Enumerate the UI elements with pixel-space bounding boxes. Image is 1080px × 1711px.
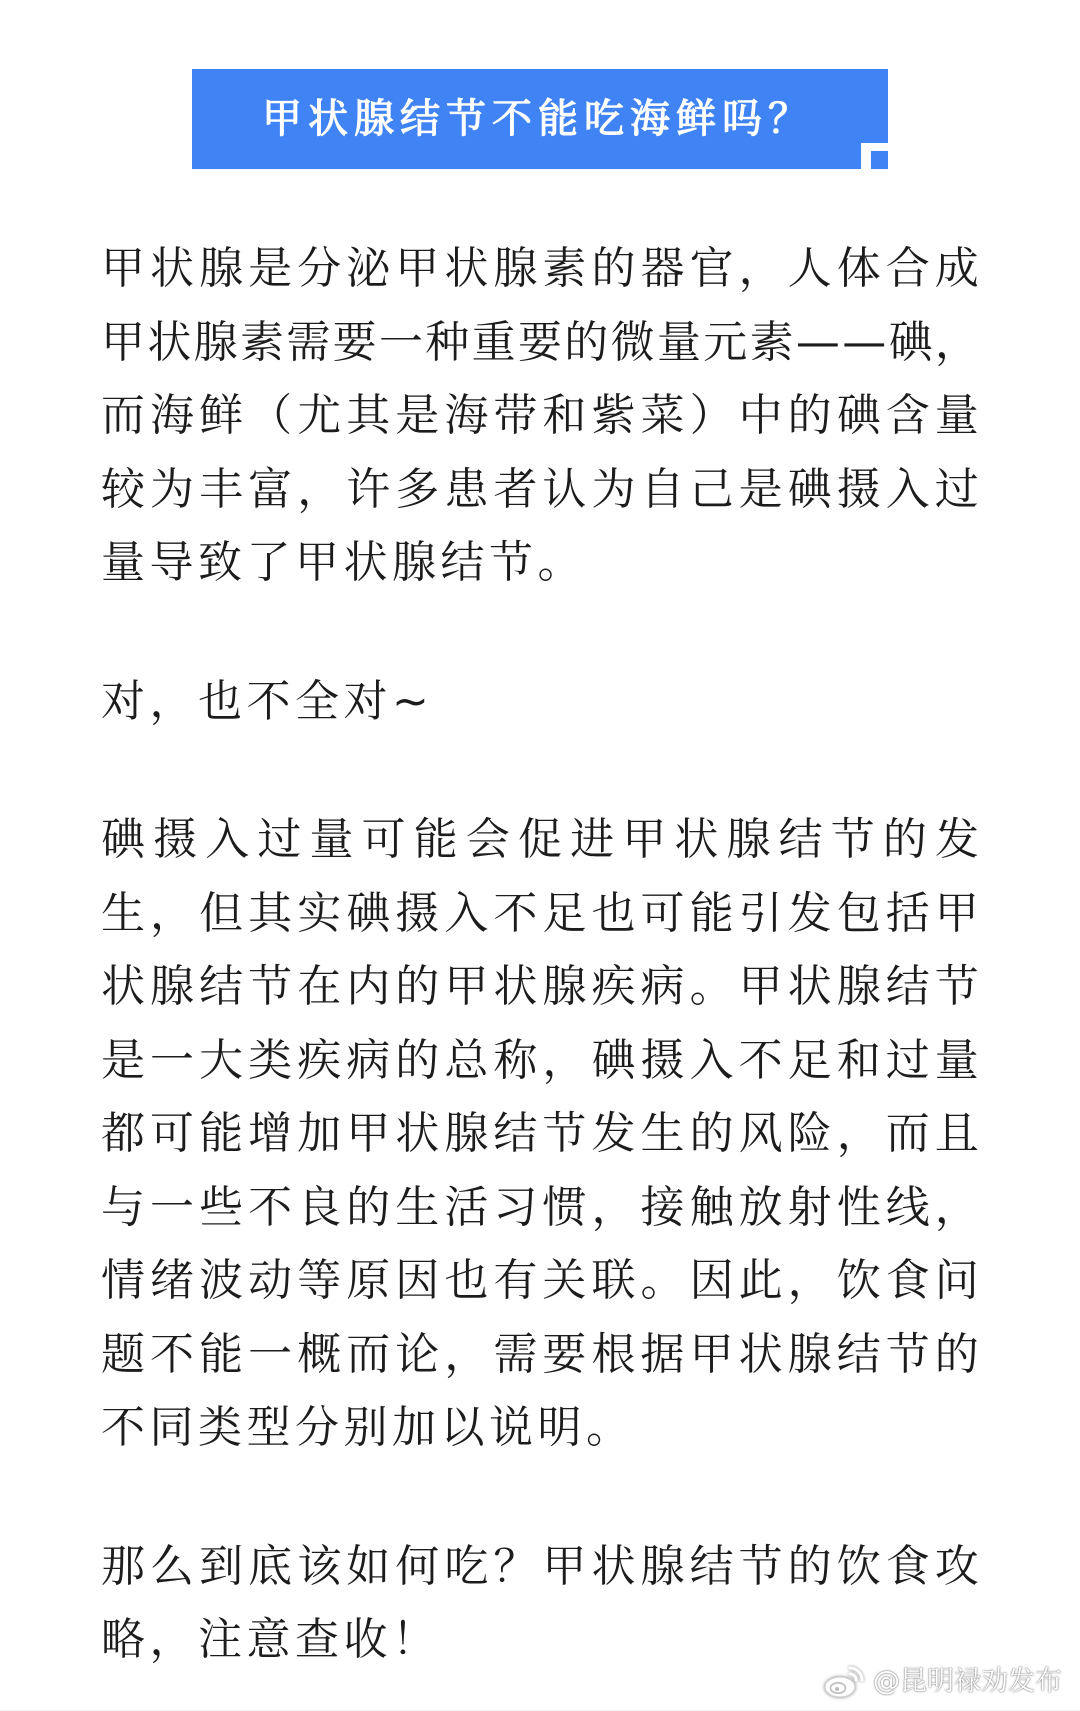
text-char: 甲 xyxy=(689,1328,734,1380)
text-char: 状 xyxy=(591,1540,636,1592)
text-char: 腺 xyxy=(199,243,244,294)
text-char: 一 xyxy=(378,316,423,368)
text-char: 过 xyxy=(257,814,302,865)
text-char: 那 xyxy=(101,1540,145,1592)
text-char: 足 xyxy=(787,1034,832,1086)
text-char: ， xyxy=(542,1034,587,1086)
text-char: 海 xyxy=(150,390,195,441)
text-char: ， xyxy=(934,316,979,368)
banner-corner-square xyxy=(871,151,888,169)
text-char: 是 xyxy=(101,1034,145,1086)
text-line xyxy=(101,1024,979,1098)
text-char: 富 xyxy=(248,463,293,515)
text-line xyxy=(101,950,979,1024)
text-char: ， xyxy=(297,463,342,515)
text-char: 入 xyxy=(205,814,250,865)
text-char: 入 xyxy=(885,463,930,515)
text-char: 许 xyxy=(346,463,391,515)
text-char: 是 xyxy=(395,390,440,441)
text-char: 括 xyxy=(885,887,930,939)
text-char: 节 xyxy=(830,814,875,865)
text-line xyxy=(101,1244,979,1318)
text-char: 根 xyxy=(591,1328,636,1380)
text-char: 尤 xyxy=(297,390,342,441)
text-char: 素 xyxy=(542,243,587,294)
text-char: 活 xyxy=(444,1181,489,1233)
text-char: 因 xyxy=(689,1255,734,1306)
text-line xyxy=(101,877,979,951)
text-char: 含 xyxy=(885,390,930,441)
text-char: 海 xyxy=(444,390,489,441)
text-char: 多 xyxy=(395,463,440,515)
text-char: 的 xyxy=(591,243,636,294)
text-char: 总 xyxy=(444,1034,489,1086)
text-char: 良 xyxy=(297,1181,342,1233)
text-char: 腺 xyxy=(444,1108,489,1159)
paragraph-explanation xyxy=(101,803,979,1465)
text-char: 一 xyxy=(150,1181,195,1233)
text-char: 合 xyxy=(885,243,930,294)
text-char: 联 xyxy=(591,1255,636,1306)
text-char: 认 xyxy=(542,463,587,515)
paragraph-conclusion xyxy=(101,1530,979,1677)
text-char: 状 xyxy=(101,961,145,1012)
text-char: 。 xyxy=(689,961,734,1012)
text-char: 腺 xyxy=(150,961,195,1012)
text-char: 量 xyxy=(934,1034,979,1086)
text-char: 疾 xyxy=(591,961,636,1012)
text-char: 成 xyxy=(934,243,979,294)
text-char: ， xyxy=(591,1181,636,1233)
text-line xyxy=(101,1318,979,1392)
text-char: 进 xyxy=(570,814,615,865)
text-char: 内 xyxy=(346,961,391,1012)
text-char: 原 xyxy=(346,1255,391,1306)
text-char: 有 xyxy=(493,1255,538,1306)
banner-corner-notch xyxy=(861,143,888,169)
text-char: 自 xyxy=(640,463,685,515)
text-char: 概 xyxy=(297,1328,342,1380)
text-char: 官 xyxy=(689,243,734,294)
text-char: 的 xyxy=(564,316,609,368)
text-char: 引 xyxy=(738,887,783,939)
text-char: 的 xyxy=(395,1034,440,1086)
article-body xyxy=(101,232,979,1677)
text-line xyxy=(101,379,979,453)
text-char: 此 xyxy=(738,1255,783,1306)
text-char: 节 xyxy=(885,1328,930,1380)
text-char: 节 xyxy=(248,961,293,1012)
text-char: 需 xyxy=(493,1328,538,1380)
text-char: ， xyxy=(787,1255,832,1306)
text-char: 器 xyxy=(640,243,685,294)
text-char: 的 xyxy=(395,961,440,1012)
text-char: 不 xyxy=(493,887,538,939)
text-char: 绪 xyxy=(150,1255,195,1306)
text-char: 何 xyxy=(395,1540,440,1592)
text-char: 放 xyxy=(738,1181,783,1233)
text-char: 不 xyxy=(738,1034,783,1086)
text-char: 如 xyxy=(346,1540,391,1592)
text-char: 而 xyxy=(885,1108,930,1159)
text-char: 量 xyxy=(309,814,354,865)
text-char: 节 xyxy=(542,1108,587,1159)
text-char: 触 xyxy=(689,1181,734,1233)
text-char: 促 xyxy=(518,814,562,865)
text-char: ， xyxy=(444,1328,489,1380)
section-title: 甲状腺结节不能吃海鲜吗？ xyxy=(262,96,814,142)
text-char: 泌 xyxy=(346,243,391,294)
text-char: 的 xyxy=(689,1108,734,1159)
text-char: 结 xyxy=(199,961,244,1012)
text-char: 结 xyxy=(836,1328,881,1380)
text-char: 病 xyxy=(346,1034,391,1086)
text-char: 食 xyxy=(885,1540,930,1592)
text-char: 结 xyxy=(493,1108,538,1159)
weibo-logo-icon xyxy=(823,1665,865,1699)
text-char: 饮 xyxy=(836,1255,881,1306)
text-char: 是 xyxy=(248,243,293,294)
text-char: 和 xyxy=(542,390,587,441)
text-char: 动 xyxy=(248,1255,293,1306)
text-char: 增 xyxy=(248,1108,293,1159)
text-char: 能 xyxy=(413,814,458,865)
text-char: 甲 xyxy=(934,887,979,939)
text-char: 较 xyxy=(101,463,145,515)
text-char: 要 xyxy=(332,316,377,368)
paragraph-answer xyxy=(101,665,979,739)
text-char: 己 xyxy=(689,463,734,515)
text-char: 结 xyxy=(689,1540,734,1592)
text-char: 且 xyxy=(934,1108,979,1159)
text-line: 量导致了甲状腺结节。 xyxy=(101,537,586,588)
text-char: 体 xyxy=(836,243,881,294)
text-char: 过 xyxy=(934,463,979,515)
text-char: 题 xyxy=(101,1328,145,1380)
text-char: 患 xyxy=(444,463,489,515)
text-char: 为 xyxy=(591,463,636,515)
text-char: 菜 xyxy=(640,390,685,441)
text-char: 加 xyxy=(297,1108,342,1159)
text-char: 疾 xyxy=(297,1034,342,1086)
text-char: 节 xyxy=(934,961,979,1012)
text-char: 足 xyxy=(542,887,587,939)
text-char: 生 xyxy=(101,887,145,939)
text-char: 结 xyxy=(885,961,930,1012)
text-char: 发 xyxy=(935,814,979,865)
text-char: 和 xyxy=(836,1034,881,1086)
text-char: 摄 xyxy=(395,887,440,939)
text-char: 甲 xyxy=(346,1108,391,1159)
text-char: 包 xyxy=(836,887,881,939)
text-char: 么 xyxy=(150,1540,195,1592)
text-char: 是 xyxy=(738,463,783,515)
text-char: 会 xyxy=(465,814,510,865)
text-char: 等 xyxy=(297,1255,342,1306)
text-char: 发 xyxy=(591,1108,636,1159)
text-char: 元 xyxy=(703,316,748,368)
text-char: 紫 xyxy=(591,390,636,441)
text-char: 而 xyxy=(346,1328,391,1380)
text-char: 攻 xyxy=(934,1540,979,1592)
text-char: 饮 xyxy=(836,1540,881,1592)
text-char: 惯 xyxy=(542,1181,587,1233)
text-char: 的 xyxy=(787,390,832,441)
text-char: 可 xyxy=(150,1108,195,1159)
text-char: 分 xyxy=(297,243,342,294)
text-char: 甲 xyxy=(444,961,489,1012)
text-char: 的 xyxy=(934,1328,979,1380)
text-char: 碘 xyxy=(591,1034,636,1086)
text-char: 线 xyxy=(885,1181,930,1233)
text-char: 碘 xyxy=(888,316,933,368)
text-char: 状 xyxy=(150,243,195,294)
text-char: 摄 xyxy=(640,1034,685,1086)
text-line: 略，注意查收！ xyxy=(101,1614,441,1665)
text-char: 到 xyxy=(199,1540,244,1592)
text-char: 状 xyxy=(493,961,538,1012)
text-char: 的 xyxy=(787,1540,832,1592)
text-char: 腺 xyxy=(493,243,538,294)
text-char: 状 xyxy=(738,1328,783,1380)
text-char: 不 xyxy=(248,1181,293,1233)
text-char: 其 xyxy=(248,887,293,939)
text-char: 情 xyxy=(101,1255,145,1306)
text-char: 能 xyxy=(689,887,734,939)
text-char: 腺 xyxy=(726,814,771,865)
text-char: 甲 xyxy=(101,316,145,368)
text-char: 都 xyxy=(101,1108,145,1159)
text-char: 素 xyxy=(749,316,794,368)
text-char: 食 xyxy=(885,1255,930,1306)
text-char: 射 xyxy=(787,1181,832,1233)
text-line xyxy=(101,306,979,380)
text-char: 状 xyxy=(674,814,719,865)
text-char: 种 xyxy=(425,316,470,368)
text-line xyxy=(101,453,979,527)
text-char: 与 xyxy=(101,1181,145,1233)
text-char: 为 xyxy=(150,463,195,515)
text-char: 中 xyxy=(738,390,783,441)
text-char: 入 xyxy=(689,1034,734,1086)
text-char: ） xyxy=(689,390,734,441)
text-char: 碘 xyxy=(101,814,145,865)
text-line xyxy=(101,1171,979,1245)
text-char: ， xyxy=(738,243,783,294)
text-char: 但 xyxy=(199,887,244,939)
text-char: 可 xyxy=(361,814,406,865)
text-char: 发 xyxy=(787,887,832,939)
text-char: 者 xyxy=(493,463,538,515)
text-char: ， xyxy=(836,1108,881,1159)
text-char: 碘 xyxy=(346,887,391,939)
text-char: 类 xyxy=(248,1034,293,1086)
text-char: 据 xyxy=(640,1328,685,1380)
text-char: 摄 xyxy=(836,463,881,515)
text-char: 一 xyxy=(248,1328,293,1380)
text-char: 不 xyxy=(150,1328,195,1380)
text-char: 该 xyxy=(297,1540,342,1592)
text-char: 一 xyxy=(150,1034,195,1086)
text-char: 状 xyxy=(395,1108,440,1159)
text-char: 要 xyxy=(517,316,562,368)
text-char: 需 xyxy=(286,316,331,368)
text-char: 甲 xyxy=(542,1540,587,1592)
text-char: 论 xyxy=(395,1328,440,1380)
text-char: 因 xyxy=(395,1255,440,1306)
paragraph-intro xyxy=(101,232,979,600)
text-char: 丰 xyxy=(199,463,244,515)
text-char: 要 xyxy=(542,1328,587,1380)
text-char: 接 xyxy=(640,1181,685,1233)
text-char: 底 xyxy=(248,1540,293,1592)
text-char: 可 xyxy=(640,887,685,939)
text-char: 能 xyxy=(199,1108,244,1159)
text-char: 人 xyxy=(787,243,832,294)
text-char: 其 xyxy=(346,390,391,441)
text-char: 腺 xyxy=(193,316,238,368)
text-char: 在 xyxy=(297,961,342,1012)
text-char: 。 xyxy=(640,1255,685,1306)
text-line xyxy=(101,232,979,306)
text-char: 的 xyxy=(346,1181,391,1233)
text-char: 关 xyxy=(542,1255,587,1306)
text-line xyxy=(101,1530,979,1604)
text-char: 险 xyxy=(787,1108,832,1159)
text-char: 称 xyxy=(493,1034,538,1086)
text-char: 也 xyxy=(444,1255,489,1306)
text-char: 实 xyxy=(297,887,342,939)
text-char: 入 xyxy=(444,887,489,939)
text-char: 大 xyxy=(199,1034,244,1086)
text-char: 腺 xyxy=(542,961,587,1012)
text-char: 吃 xyxy=(444,1540,489,1592)
text-char: 状 xyxy=(787,961,832,1012)
text-char: 状 xyxy=(147,316,192,368)
text-char: 甲 xyxy=(738,961,783,1012)
text-char: 量 xyxy=(656,316,701,368)
text-char: 摄 xyxy=(153,814,198,865)
text-char: 腺 xyxy=(640,1540,685,1592)
text-char: 素 xyxy=(239,316,284,368)
text-char: （ xyxy=(248,390,293,441)
text-char: ， xyxy=(150,887,195,939)
text-char: 问 xyxy=(934,1255,979,1306)
text-char: 过 xyxy=(885,1034,930,1086)
text-line xyxy=(101,1097,979,1171)
text-char: 带 xyxy=(493,390,538,441)
section-title-banner xyxy=(192,69,888,169)
text-char: 碘 xyxy=(836,390,881,441)
text-char: 生 xyxy=(395,1181,440,1233)
text-char: 甲 xyxy=(622,814,667,865)
text-char: 波 xyxy=(199,1255,244,1306)
text-char: 而 xyxy=(101,390,145,441)
text-char: ？ xyxy=(493,1540,538,1592)
text-char: 能 xyxy=(199,1328,244,1380)
text-line xyxy=(101,803,979,877)
text-char: 腺 xyxy=(836,961,881,1012)
text-char: 习 xyxy=(493,1181,538,1233)
text-char: 状 xyxy=(444,243,489,294)
watermark xyxy=(823,1664,1062,1700)
text-char: 碘 xyxy=(787,463,832,515)
text-char: 性 xyxy=(836,1181,881,1233)
text-char: 也 xyxy=(591,887,636,939)
text-char: 量 xyxy=(934,390,979,441)
text-char: 生 xyxy=(640,1108,685,1159)
text-char: — xyxy=(842,316,887,368)
text-char: 甲 xyxy=(101,243,145,294)
text-char: 结 xyxy=(778,814,823,865)
text-line: 对，也不全对~ xyxy=(101,675,434,727)
text-char: 些 xyxy=(199,1181,244,1233)
text-line: 不同类型分别加以说明。 xyxy=(101,1402,635,1453)
text-char: 重 xyxy=(471,316,516,368)
text-char: 的 xyxy=(882,814,927,865)
text-char: 病 xyxy=(640,961,685,1012)
text-char: 腺 xyxy=(787,1328,832,1380)
text-char: 微 xyxy=(610,316,655,368)
text-char: 鲜 xyxy=(199,390,244,441)
text-char: ， xyxy=(934,1181,979,1233)
text-char: 风 xyxy=(738,1108,783,1159)
text-char: 节 xyxy=(738,1540,783,1592)
watermark-text: @昆明禄劝发布 xyxy=(873,1666,1062,1697)
text-char: — xyxy=(795,316,840,368)
text-char: 甲 xyxy=(395,243,440,294)
